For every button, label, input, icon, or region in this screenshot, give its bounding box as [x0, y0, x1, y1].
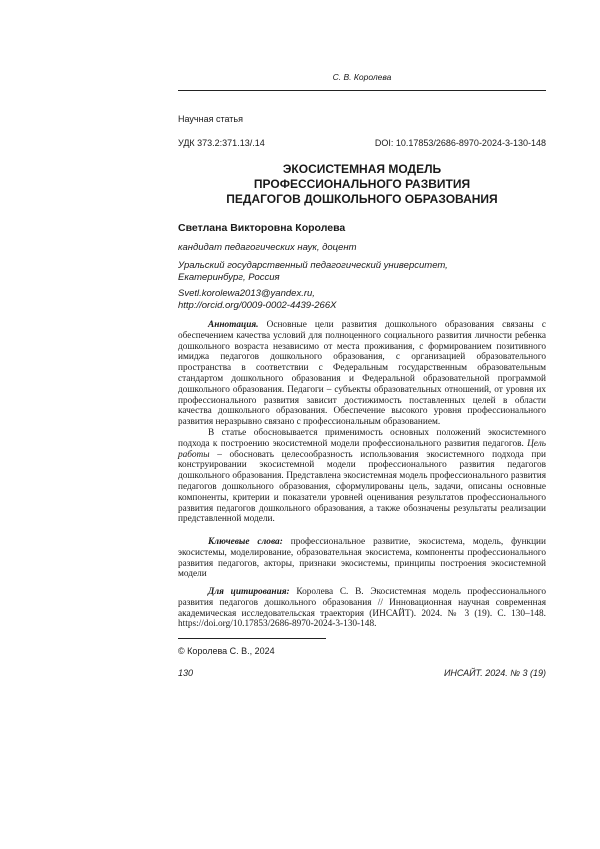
abstract-paragraph: [178, 320, 546, 428]
aim-label: Цель работы: [178, 438, 546, 460]
citation: [178, 587, 546, 630]
keywords: [178, 537, 546, 580]
citation-paragraph: [178, 587, 546, 630]
title-line: ЭКОСИСТЕМНАЯ МОДЕЛЬ: [282, 162, 442, 176]
citation-label: Для цитирования:: [208, 587, 290, 597]
keywords-label: Ключевые слова:: [208, 537, 283, 547]
affiliation-line: Уральский государственный педагогический университет,: [178, 260, 448, 271]
title-line: ПЕДАГОГОВ ДОШКОЛЬНОГО ОБРАЗОВАНИЯ: [226, 192, 498, 206]
article-title: [178, 162, 546, 207]
article-type: Научная статья: [178, 114, 243, 124]
udc-code: УДК 373.2:371.13/.14: [178, 138, 265, 148]
page-number: 130: [178, 668, 194, 678]
journal-footer: ИНСАЙТ. 2024. № 3 (19): [443, 668, 546, 678]
author-email[interactable]: Svetl.korolewa2013@yandex.ru,: [178, 288, 315, 299]
degree-text: кандидат педагогических наук, доцент: [178, 242, 357, 253]
abstract-text: В статье обосновывается применимость основных положений экосистемного подхода к построению экосистемной модели профессионального развития педагогов.: [178, 427, 546, 449]
author-degree: [178, 242, 357, 254]
author-affiliation: [178, 260, 448, 284]
affiliation-line: Екатеринбург, Россия: [178, 272, 280, 283]
author-contacts: [178, 288, 336, 312]
author-name: Светлана Викторовна Королева: [178, 222, 346, 234]
abstract-text: – обосновать целесообразность использования экосистемного подхода при конструировании экосистемной модели профессионального развития педагогов дошкольного образования. Представлена экосистемная модель профессионального развития педагогов дошкольного образования, сформулированы цель, задачи, описаны основные компоненты, критерии и показатели уровней оценивания результатов профессионального развития педагогов дошкольного образования, а также обозначены результаты реализации представленной модели.: [178, 449, 546, 525]
running-head: С. В. Королева: [332, 72, 392, 82]
doi[interactable]: DOI: 10.17853/2686-8970-2024-3-130-148: [374, 138, 546, 148]
keywords-text: профессиональное развитие, экосистема, модель, функции экосистемы, моделирование, образовательная экосистема, компоненты профессионального развития педагогов, акторы, признаки экосистемы, принципы построения экосистемной модели: [178, 537, 546, 580]
keywords-paragraph: [178, 537, 546, 580]
copyright: © Королева С. В., 2024: [178, 646, 275, 656]
footnote-rule: [178, 638, 326, 639]
abstract-label: Аннотация.: [208, 320, 259, 330]
citation-text: Королева С. В. Экосистемная модель профессионального развития педагогов дошкольного образования // Инновационная научная современная академическая исследовательская траектория (ИНСАЙТ). 2024. № 3 (19). С. 130–148. https://doi.org/10.17853/2686-8970-2024-3-130-148.: [178, 587, 546, 630]
header-rule: [178, 90, 546, 91]
title-line: ПРОФЕССИОНАЛЬНОГО РАЗВИТИЯ: [253, 177, 471, 191]
abstract: [178, 320, 546, 525]
author-orcid[interactable]: http://orcid.org/0009-0002-4439-266X: [178, 300, 337, 311]
abstract-text: Основные цели развития дошкольного образования связаны с обеспечением качества условий для полноценного социального развития личности ребенка дошкольного возраста независимо от места проживания, с формированием позитивного имиджа педагогов дошкольного образования, с организацией образовательного пространства в соответствии с Федеральным государственным образовательным стандартом дошкольного образования и Федеральной образовательной программой дошкольного образования. Педагоги – субъекты образовательных отношений, от уровня их профессионального развития зависит достижимость поставленных целей в области качества дошкольного образования. Обеспечение высокого уровня профессионального развития неразрывно связано с профессиональным образованием.: [178, 320, 546, 428]
abstract-paragraph: [178, 428, 546, 525]
